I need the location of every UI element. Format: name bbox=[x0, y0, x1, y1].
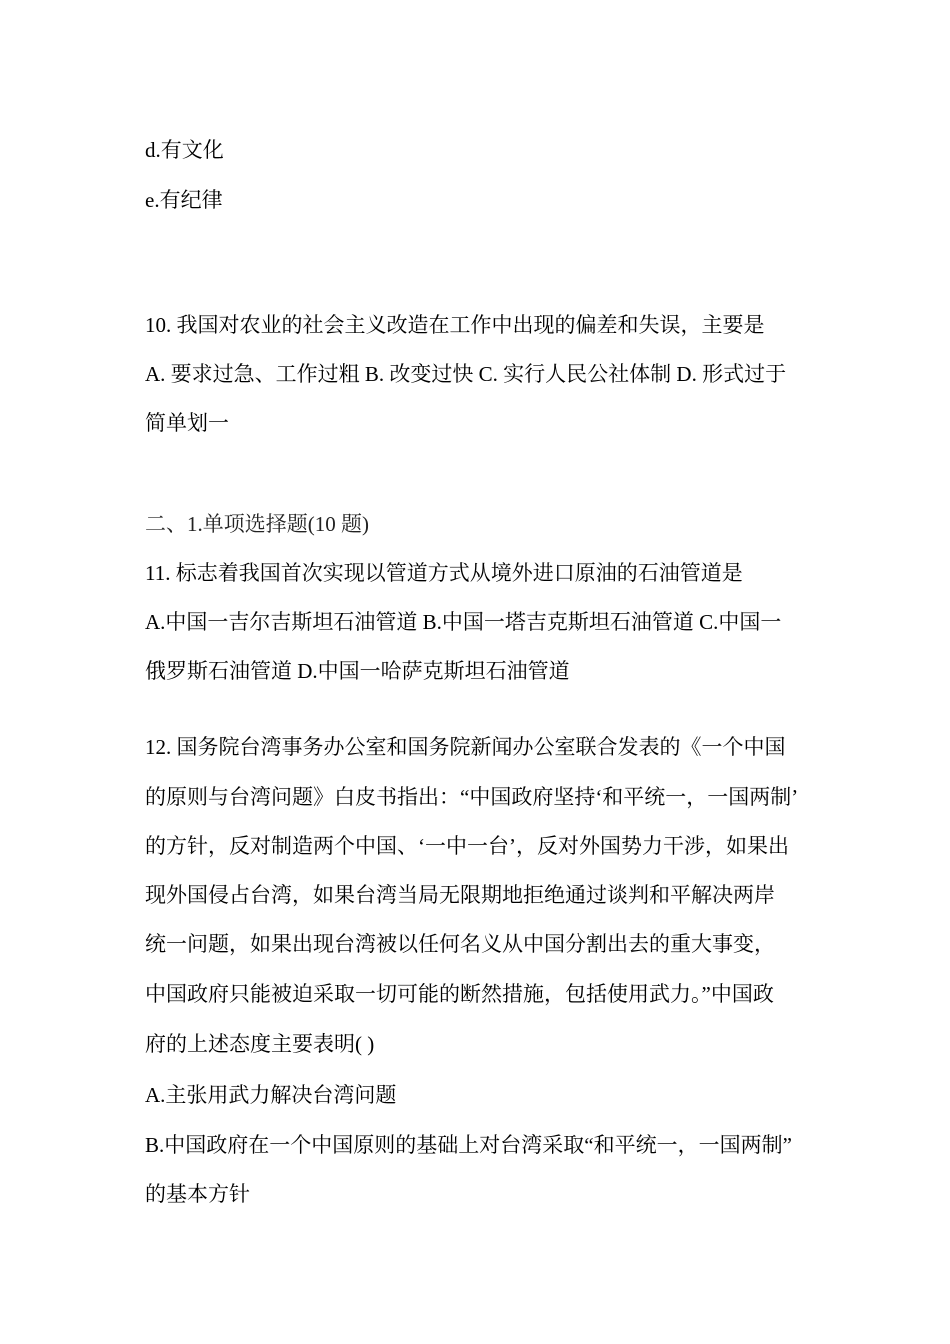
question-10-options-cont: 简单划一 bbox=[145, 411, 229, 435]
question-12-option-b-cont: 的基本方针 bbox=[145, 1182, 250, 1206]
question-12-option-b: B.中国政府在一个中国原则的基础上对台湾采取“和平统一，一国两制” bbox=[145, 1133, 792, 1157]
question-11-options-cont: 俄罗斯石油管道 D.中国一哈萨克斯坦石油管道 bbox=[145, 659, 570, 683]
question-12-line-1: 12. 国务院台湾事务办公室和国务院新闻办公室联合发表的《一个中国 bbox=[145, 735, 786, 759]
question-10-options: A. 要求过急、工作过粗 B. 改变过快 C. 实行人民公社体制 D. 形式过于 bbox=[145, 362, 787, 386]
question-10: 10. 我国对农业的社会主义改造在工作中出现的偏差和失误，主要是 bbox=[145, 313, 765, 337]
question-12-line-4: 现外国侵占台湾，如果台湾当局无限期地拒绝通过谈判和平解决两岸 bbox=[145, 883, 775, 907]
question-11: 11. 标志着我国首次实现以管道方式从境外进口原油的石油管道是 bbox=[145, 561, 743, 585]
question-12-line-6: 中国政府只能被迫采取一切可能的断然措施，包括使用武力。”中国政 bbox=[145, 982, 774, 1006]
option-d: d.有文化 bbox=[145, 138, 224, 162]
option-e: e.有纪律 bbox=[145, 188, 223, 212]
question-11-options: A.中国一吉尔吉斯坦石油管道 B.中国一塔吉克斯坦石油管道 C.中国一 bbox=[145, 610, 782, 634]
question-12-option-a: A.主张用武力解决台湾问题 bbox=[145, 1083, 397, 1107]
question-12-line-7: 府的上述态度主要表明( ) bbox=[145, 1032, 375, 1056]
question-12-line-5: 统一问题，如果出现台湾被以任何名义从中国分割出去的重大事变， bbox=[145, 932, 775, 956]
question-12-line-3: 的方针，反对制造两个中国、‘一中一台’，反对外国势力干涉，如果出 bbox=[145, 834, 789, 858]
section-heading: 二、1.单项选择题(10 题) bbox=[145, 512, 369, 536]
question-12-line-2: 的原则与台湾问题》白皮书指出：“中国政府坚持‘和平统一，一国两制’ bbox=[145, 785, 799, 809]
